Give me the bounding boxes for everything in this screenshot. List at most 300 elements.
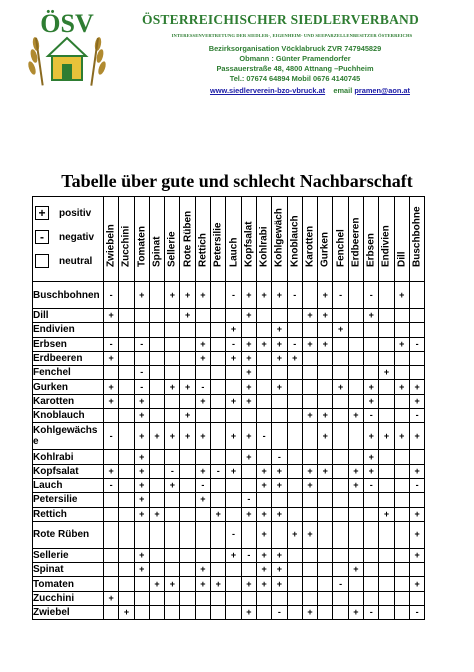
table-cell bbox=[134, 591, 149, 605]
table-cell bbox=[287, 548, 302, 562]
row-header: Fenchel bbox=[33, 366, 104, 380]
table-cell: + bbox=[104, 351, 119, 365]
table-cell bbox=[333, 394, 348, 408]
table-cell bbox=[134, 521, 149, 548]
column-header-label: Erbsen bbox=[365, 233, 377, 267]
row-header: Buschbohnen bbox=[33, 282, 104, 309]
table-cell bbox=[394, 366, 409, 380]
table-cell bbox=[409, 493, 424, 507]
table-cell bbox=[241, 563, 256, 577]
page-title: Tabelle über gute und schlecht Nachbarschaft bbox=[61, 171, 413, 191]
table-cell: + bbox=[226, 548, 241, 562]
table-cell bbox=[149, 380, 164, 394]
table-cell bbox=[180, 450, 195, 464]
table-cell bbox=[333, 563, 348, 577]
table-cell bbox=[256, 366, 271, 380]
table-cell bbox=[104, 493, 119, 507]
table-cell bbox=[364, 507, 379, 521]
legend-negative bbox=[35, 229, 94, 245]
table-cell bbox=[302, 450, 317, 464]
table-cell bbox=[394, 521, 409, 548]
table-cell: + bbox=[318, 409, 333, 423]
neighbour-table bbox=[32, 196, 425, 620]
table-cell bbox=[318, 394, 333, 408]
table-cell bbox=[302, 323, 317, 337]
table-cell: + bbox=[226, 423, 241, 450]
table-cell bbox=[272, 423, 287, 450]
website-link[interactable]: www.siedlerverein-bzo-vbruck.at bbox=[209, 86, 326, 95]
table-cell: + bbox=[241, 423, 256, 450]
column-header-label: Fenchel bbox=[335, 229, 347, 267]
table-cell: + bbox=[226, 323, 241, 337]
table-cell bbox=[348, 309, 363, 323]
table-cell bbox=[104, 606, 119, 620]
table-cell: + bbox=[149, 423, 164, 450]
table-row bbox=[33, 521, 425, 548]
table-cell bbox=[226, 577, 241, 591]
table-cell bbox=[165, 606, 180, 620]
table-cell bbox=[119, 351, 134, 365]
table-cell bbox=[226, 478, 241, 492]
table-row bbox=[33, 548, 425, 562]
table-cell bbox=[272, 409, 287, 423]
table-cell: + bbox=[256, 521, 271, 548]
column-header-label: Erdbeeren bbox=[350, 217, 362, 267]
table-row bbox=[33, 493, 425, 507]
row-header: Erbsen bbox=[33, 337, 104, 351]
table-cell: + bbox=[409, 521, 424, 548]
table-cell: - bbox=[364, 282, 379, 309]
table-cell: + bbox=[256, 548, 271, 562]
table-cell bbox=[333, 464, 348, 478]
table-cell bbox=[104, 366, 119, 380]
table-cell: + bbox=[134, 394, 149, 408]
table-cell: + bbox=[364, 394, 379, 408]
table-cell bbox=[348, 323, 363, 337]
table-cell bbox=[394, 577, 409, 591]
table-cell bbox=[165, 521, 180, 548]
table-cell bbox=[287, 450, 302, 464]
table-cell bbox=[211, 423, 226, 450]
table-cell: + bbox=[272, 351, 287, 365]
table-cell bbox=[180, 577, 195, 591]
email-link[interactable]: pramen@aon.at bbox=[354, 86, 410, 95]
table-cell bbox=[394, 309, 409, 323]
table-cell bbox=[119, 478, 134, 492]
table-cell: + bbox=[195, 577, 210, 591]
table-cell bbox=[119, 493, 134, 507]
table-cell bbox=[180, 337, 195, 351]
table-cell bbox=[195, 409, 210, 423]
table-cell: + bbox=[241, 351, 256, 365]
table-cell bbox=[302, 394, 317, 408]
table-cell: + bbox=[364, 309, 379, 323]
table-cell: - bbox=[409, 409, 424, 423]
table-cell bbox=[394, 478, 409, 492]
column-header bbox=[134, 197, 149, 282]
table-cell: + bbox=[195, 423, 210, 450]
table-cell: - bbox=[364, 478, 379, 492]
table-cell bbox=[119, 548, 134, 562]
table-cell: + bbox=[272, 548, 287, 562]
wheat-right-icon bbox=[90, 37, 107, 86]
table-cell bbox=[318, 606, 333, 620]
table-cell bbox=[226, 606, 241, 620]
table-cell bbox=[226, 380, 241, 394]
table-cell bbox=[226, 309, 241, 323]
table-cell: + bbox=[241, 380, 256, 394]
table-cell bbox=[333, 450, 348, 464]
column-header bbox=[272, 197, 287, 282]
table-cell bbox=[287, 409, 302, 423]
column-header-label: Knoblauch bbox=[289, 215, 301, 267]
table-cell bbox=[379, 323, 394, 337]
table-cell: + bbox=[104, 591, 119, 605]
table-cell bbox=[364, 521, 379, 548]
column-header bbox=[287, 197, 302, 282]
table-row bbox=[33, 606, 425, 620]
table-cell bbox=[134, 323, 149, 337]
table-cell bbox=[195, 548, 210, 562]
table-cell bbox=[318, 450, 333, 464]
table-row bbox=[33, 409, 425, 423]
table-cell: - bbox=[333, 282, 348, 309]
table-cell bbox=[348, 394, 363, 408]
table-cell bbox=[134, 606, 149, 620]
table-cell bbox=[379, 591, 394, 605]
table-cell bbox=[241, 464, 256, 478]
table-cell bbox=[394, 563, 409, 577]
table-cell bbox=[104, 577, 119, 591]
table-cell bbox=[226, 409, 241, 423]
table-cell bbox=[409, 351, 424, 365]
table-cell bbox=[364, 591, 379, 605]
table-cell bbox=[364, 577, 379, 591]
table-cell bbox=[119, 366, 134, 380]
table-cell bbox=[149, 464, 164, 478]
table-cell: + bbox=[256, 464, 271, 478]
table-cell: + bbox=[104, 309, 119, 323]
table-cell bbox=[180, 464, 195, 478]
table-cell: + bbox=[134, 563, 149, 577]
table-cell bbox=[348, 351, 363, 365]
table-row bbox=[33, 478, 425, 492]
table-cell: + bbox=[149, 577, 164, 591]
table-cell: - bbox=[226, 521, 241, 548]
table-cell bbox=[394, 409, 409, 423]
column-header bbox=[165, 197, 180, 282]
table-cell: + bbox=[195, 563, 210, 577]
table-cell: + bbox=[256, 337, 271, 351]
legend-neutral-symbol bbox=[35, 254, 49, 268]
table-cell bbox=[211, 337, 226, 351]
table-cell bbox=[149, 409, 164, 423]
table-cell: + bbox=[348, 478, 363, 492]
table-cell: + bbox=[302, 337, 317, 351]
column-header bbox=[364, 197, 379, 282]
row-header: Sellerie bbox=[33, 548, 104, 562]
table-cell bbox=[226, 450, 241, 464]
table-cell bbox=[195, 507, 210, 521]
table-cell bbox=[149, 591, 164, 605]
table-cell bbox=[165, 548, 180, 562]
table-cell bbox=[211, 309, 226, 323]
table-cell bbox=[272, 591, 287, 605]
column-header-label: Karotten bbox=[304, 225, 316, 267]
table-cell: + bbox=[134, 478, 149, 492]
table-cell bbox=[211, 548, 226, 562]
table-cell bbox=[318, 351, 333, 365]
table-cell bbox=[119, 323, 134, 337]
column-header bbox=[195, 197, 210, 282]
table-cell: - bbox=[104, 337, 119, 351]
row-header: Zwiebel bbox=[33, 606, 104, 620]
table-cell: + bbox=[409, 548, 424, 562]
table-cell bbox=[272, 493, 287, 507]
table-cell bbox=[180, 563, 195, 577]
column-header bbox=[104, 197, 119, 282]
table-cell bbox=[348, 548, 363, 562]
row-header: Rote Rüben bbox=[33, 521, 104, 548]
table-cell bbox=[364, 323, 379, 337]
table-cell: + bbox=[180, 409, 195, 423]
legend-negative-label: negativ bbox=[59, 231, 95, 243]
table-cell bbox=[195, 591, 210, 605]
table-cell: + bbox=[272, 282, 287, 309]
table-cell: + bbox=[302, 606, 317, 620]
table-cell bbox=[409, 282, 424, 309]
table-cell bbox=[287, 507, 302, 521]
table-cell bbox=[149, 450, 164, 464]
table-cell: + bbox=[409, 423, 424, 450]
table-cell: - bbox=[364, 409, 379, 423]
table-cell bbox=[104, 563, 119, 577]
table-cell: + bbox=[195, 337, 210, 351]
table-cell: + bbox=[211, 507, 226, 521]
table-cell: - bbox=[226, 282, 241, 309]
table-cell bbox=[149, 351, 164, 365]
table-cell: + bbox=[241, 507, 256, 521]
table-cell bbox=[379, 351, 394, 365]
table-cell: + bbox=[272, 464, 287, 478]
column-header bbox=[394, 197, 409, 282]
table-cell: - bbox=[256, 423, 271, 450]
table-cell bbox=[394, 493, 409, 507]
table-cell bbox=[287, 478, 302, 492]
table-cell bbox=[226, 591, 241, 605]
table-cell: + bbox=[226, 464, 241, 478]
table-cell bbox=[180, 507, 195, 521]
table-cell bbox=[333, 507, 348, 521]
table-row bbox=[33, 282, 425, 309]
table-cell bbox=[379, 606, 394, 620]
table-cell: + bbox=[211, 577, 226, 591]
table-cell bbox=[165, 323, 180, 337]
table-cell: + bbox=[241, 577, 256, 591]
table-cell bbox=[348, 450, 363, 464]
table-cell bbox=[272, 366, 287, 380]
table-cell: + bbox=[379, 366, 394, 380]
table-cell: + bbox=[379, 423, 394, 450]
column-header bbox=[226, 197, 241, 282]
table-cell: + bbox=[180, 282, 195, 309]
column-header bbox=[119, 197, 134, 282]
table-cell: + bbox=[104, 394, 119, 408]
row-header: Lauch bbox=[33, 478, 104, 492]
table-row bbox=[33, 507, 425, 521]
table-cell: - bbox=[211, 464, 226, 478]
row-header: Dill bbox=[33, 309, 104, 323]
legend-negative-symbol: - bbox=[35, 230, 49, 244]
table-cell bbox=[318, 366, 333, 380]
table-row bbox=[33, 423, 425, 450]
legend-positive-label: positiv bbox=[59, 207, 92, 219]
table-cell: + bbox=[302, 409, 317, 423]
legend-positive-symbol: + bbox=[35, 206, 49, 220]
table-cell bbox=[318, 591, 333, 605]
column-header-label: Tomaten bbox=[136, 226, 148, 267]
table-cell: + bbox=[272, 337, 287, 351]
table-cell bbox=[104, 323, 119, 337]
table-cell bbox=[348, 591, 363, 605]
table-cell bbox=[165, 409, 180, 423]
column-header-label: Lauch bbox=[228, 237, 240, 267]
table-cell bbox=[180, 548, 195, 562]
table-cell bbox=[409, 563, 424, 577]
table-cell: + bbox=[241, 606, 256, 620]
table-cell bbox=[333, 521, 348, 548]
table-cell: + bbox=[134, 548, 149, 562]
table-cell: - bbox=[104, 282, 119, 309]
column-header bbox=[379, 197, 394, 282]
table-cell bbox=[348, 282, 363, 309]
table-cell bbox=[226, 366, 241, 380]
table-cell bbox=[364, 351, 379, 365]
table-cell bbox=[348, 337, 363, 351]
table-cell: - bbox=[134, 380, 149, 394]
table-cell bbox=[333, 478, 348, 492]
table-cell bbox=[379, 577, 394, 591]
column-header bbox=[333, 197, 348, 282]
table-cell: + bbox=[165, 478, 180, 492]
table-cell bbox=[165, 493, 180, 507]
org-title: ÖSTERREICHISCHER SIEDLERVERBAND bbox=[142, 12, 419, 27]
table-cell: + bbox=[394, 380, 409, 394]
table-cell: + bbox=[195, 493, 210, 507]
table-cell bbox=[119, 337, 134, 351]
table-cell bbox=[302, 380, 317, 394]
table-cell bbox=[195, 521, 210, 548]
table-cell bbox=[241, 409, 256, 423]
table-cell bbox=[287, 591, 302, 605]
table-cell bbox=[364, 493, 379, 507]
table-cell: + bbox=[302, 309, 317, 323]
table-cell: + bbox=[379, 507, 394, 521]
table-cell: + bbox=[134, 450, 149, 464]
table-cell bbox=[180, 478, 195, 492]
table-cell: + bbox=[195, 464, 210, 478]
table-cell bbox=[379, 380, 394, 394]
table-cell: + bbox=[134, 409, 149, 423]
table-cell: + bbox=[302, 521, 317, 548]
table-cell bbox=[149, 323, 164, 337]
table-cell: + bbox=[348, 409, 363, 423]
table-cell bbox=[333, 423, 348, 450]
table-cell: + bbox=[241, 450, 256, 464]
table-cell: + bbox=[364, 450, 379, 464]
table-cell bbox=[302, 577, 317, 591]
table-cell bbox=[409, 591, 424, 605]
table-cell bbox=[149, 309, 164, 323]
row-header: Kohlrabi bbox=[33, 450, 104, 464]
column-header bbox=[149, 197, 164, 282]
column-header-label: Endivien bbox=[380, 225, 392, 267]
table-cell bbox=[180, 323, 195, 337]
table-cell: + bbox=[256, 478, 271, 492]
table-cell bbox=[256, 309, 271, 323]
table-cell bbox=[272, 521, 287, 548]
contact-line-2: Obmann : Günter Pramendorfer bbox=[239, 54, 351, 63]
table-cell bbox=[333, 606, 348, 620]
table-cell bbox=[287, 423, 302, 450]
table-cell bbox=[211, 478, 226, 492]
table-cell bbox=[165, 337, 180, 351]
table-cell: + bbox=[333, 380, 348, 394]
table-cell bbox=[180, 493, 195, 507]
table-row bbox=[33, 394, 425, 408]
table-cell: + bbox=[272, 380, 287, 394]
table-cell bbox=[379, 337, 394, 351]
table-cell: + bbox=[409, 380, 424, 394]
table-cell: + bbox=[241, 309, 256, 323]
row-header: Karotten bbox=[33, 394, 104, 408]
table-cell: + bbox=[348, 563, 363, 577]
table-cell: + bbox=[409, 577, 424, 591]
table-cell: - bbox=[287, 282, 302, 309]
table-cell: - bbox=[104, 423, 119, 450]
table-cell bbox=[348, 507, 363, 521]
table-cell bbox=[256, 493, 271, 507]
table-row bbox=[33, 464, 425, 478]
table-cell: + bbox=[272, 577, 287, 591]
table-cell bbox=[241, 478, 256, 492]
table-cell bbox=[318, 323, 333, 337]
table-cell bbox=[119, 409, 134, 423]
table-cell: + bbox=[134, 464, 149, 478]
table-cell bbox=[256, 606, 271, 620]
table-cell bbox=[119, 577, 134, 591]
table-cell bbox=[409, 309, 424, 323]
table-cell: - bbox=[195, 478, 210, 492]
column-header bbox=[318, 197, 333, 282]
table-cell bbox=[180, 591, 195, 605]
table-cell bbox=[149, 548, 164, 562]
table-cell bbox=[287, 577, 302, 591]
table-cell bbox=[149, 493, 164, 507]
table-cell bbox=[302, 351, 317, 365]
column-header-label: Dill bbox=[396, 251, 408, 267]
table-cell bbox=[119, 423, 134, 450]
table-cell: + bbox=[272, 507, 287, 521]
column-header-label: Kohlrabi bbox=[258, 226, 270, 267]
table-cell bbox=[119, 591, 134, 605]
table-cell: + bbox=[256, 507, 271, 521]
table-cell bbox=[348, 366, 363, 380]
table-cell: - bbox=[165, 464, 180, 478]
table-cell bbox=[287, 323, 302, 337]
table-cell bbox=[256, 323, 271, 337]
table-cell bbox=[318, 507, 333, 521]
